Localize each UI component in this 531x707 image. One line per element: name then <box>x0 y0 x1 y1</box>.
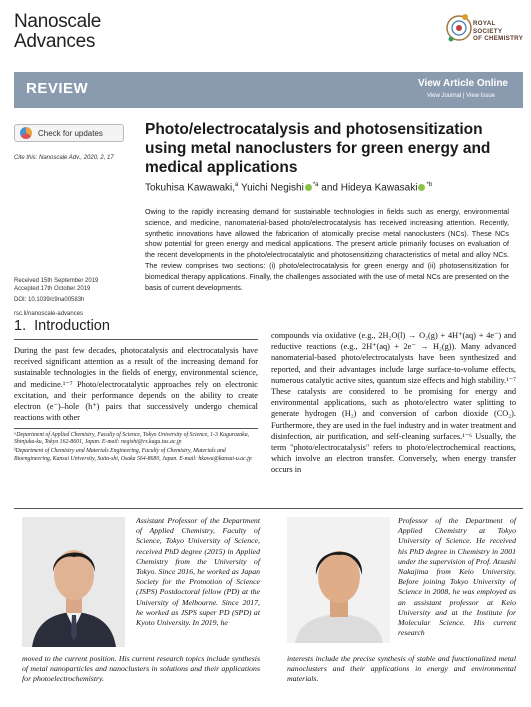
journal-title-line1: Nanoscale <box>14 11 102 32</box>
rsc-logo-text <box>473 20 525 43</box>
accepted-date: Accepted 17th October 2019 <box>14 286 91 292</box>
check-for-updates-button[interactable] <box>14 124 124 142</box>
author-name[interactable]: and Hideya Kawasaki <box>321 182 418 194</box>
journal-title-line2: Advances <box>14 31 96 52</box>
divider <box>14 339 258 340</box>
author-name[interactable]: Yuichi Negishi <box>241 182 304 194</box>
view-journal-issue-links[interactable]: View Journal | View Issue <box>426 93 495 99</box>
rsc-logo <box>445 8 525 60</box>
abstract: Owing to the rapidly increasing demand for sustainable technologies in fields such as energy, environmental science, and medicine, nanomaterial-based photo/electrocatalysis has received increasing attention. Recently, synthetic innovations have allowed the fabrication of atomically precise metal nanoclusters (NCs). These NCs show potential for green energy and medical applications. The present article primarily focuses on evaluation of the recent developments in the photo/electrocatalytic and photosensitizing characteristics of metal and alloy NCs. The review comprises two sections: (i) photo/electrocatalysis for green energy and (ii) photosensitization for biomedical therapy applications. Finally, the challenges associated with the use of metal NCs are presented on the basis of current developments. <box>145 207 509 292</box>
author-affiliation-mark: a <box>235 182 239 188</box>
section-number: 1. <box>14 318 27 334</box>
affiliation-b: ᵇDepartment of Chemistry and Materials Engineering, Faculty of Chemistry, Materials and Bioengineering, Kansai University, Suita-shi, Osaka 564-8680, Japan. E-mail: hkawa@kansai-u.ac.jp <box>14 448 252 462</box>
portrait-image <box>287 517 390 643</box>
bio-negishi-side: Professor of the Department of Applied Chemistry at Tokyo University of Science. He received his PhD degree in Chemistry in 2001 under the supervision of Prof. Atsushi Nakajima from Keio University. Before joining Tokyo University of Science in 2008, he was employed as an assistant professor at Keio University and at the Institute for Molecular Science. His current research <box>398 516 516 638</box>
received-date: Received 15th September 2019 <box>14 278 99 284</box>
author-affiliation-mark: *a <box>312 182 319 188</box>
affiliations <box>14 432 258 463</box>
bio-kawawaki-bottom: moved to the current position. His current research topics include synthesis of metal nanoparticles and nanoclusters in solutions and their applications for photoelectrochemistry. <box>22 654 260 684</box>
crossmark-icon <box>20 127 32 139</box>
author-photo-negishi <box>287 517 390 643</box>
intro-paragraph-left: During the past few decades, photocatalysis and electrocatalysis have received significant attention as a result of the increasing demand for sustainable technologies in the fields of energy, environmental science, and medicine.¹⁻⁷ Photo/electrocatalytic approaches rely on electronic excitation, and their performance depends on the ability to create electron (e⁻)–hole (h⁺) pairs that successively undergo chemical reactions with other <box>14 346 258 423</box>
citation: Cite this: Nanoscale Adv., 2020, 2, 17 <box>14 155 114 161</box>
check-for-updates-label: Check for updates <box>38 128 103 138</box>
divider <box>14 428 258 429</box>
bio-negishi-bottom: interests include the precise synthesis of stable and functionalized metal nanoclusters and their applications in energy and environmental materials. <box>287 654 516 684</box>
portrait-image <box>22 517 125 647</box>
author-affiliation-mark: *b <box>426 182 433 188</box>
journal-title <box>14 12 101 52</box>
orcid-icon[interactable] <box>418 184 425 191</box>
intro-paragraph-right: compounds via oxidative (e.g., 2H₂O(l) → O₂(g) + 4H⁺(aq) + 4e⁻) and reductive reactions (e.g., 2H⁺(aq) + 2e⁻ → H₂(g)). Many advanced nanomaterial-based photo/electrocatalysts have been synthesized and reported, and their advantages include large surface-to-volume effects, numerous catalytic active sites, quantum size effects and high stability.¹⁻⁷ These catalysts are considered to be promising for energy and environmental applications, such as photo/electro water splitting to generate hydrogen (H₂) and conversion of carbon dioxide (CO₂). Furthermore, they are used in the fuel industry and in water treatment and disinfection, air purification, and self-cleaning surfaces.¹⁻⁶ Usually, the term "photo/electrocatalysis" refers to photo/electrochemical reactions, which involve an electron transfer. Conversely, when energy transfer occurs in <box>271 331 516 475</box>
view-article-online-link[interactable]: View Article Online <box>417 78 508 89</box>
rsc-crest-icon <box>445 8 473 48</box>
divider <box>14 508 523 509</box>
affiliation-a: ᵃDepartment of Applied Chemistry, Faculty of Science, Tokyo University of Science, 1-3 Kagurazaka, Shinjuku-ku, Tokyo 162-8601, Japan. E-mail: negishi@rs.kagu.tus.ac.jp <box>14 432 250 446</box>
article-type-label: REVIEW <box>26 80 89 97</box>
rsc-short-link[interactable]: rsc.li/nanoscale-advances <box>14 311 84 317</box>
author-name[interactable]: Tokuhisa Kawawaki, <box>145 182 236 194</box>
rsc-logo-line2: OF CHEMISTRY <box>473 35 524 42</box>
doi-link[interactable]: DOI: 10.1039/c9na00583h <box>14 297 85 303</box>
author-photo-kawawaki <box>22 517 125 647</box>
section-heading <box>14 318 110 334</box>
orcid-icon[interactable] <box>305 184 312 191</box>
article-title: Photo/electrocatalysis and photosensitization using metal nanoclusters for green energy and medical applications <box>145 121 491 176</box>
rsc-logo-line1: ROYAL SOCIETY <box>473 20 503 35</box>
bio-kawawaki-side: Assistant Professor of the Department of Applied Chemistry, Faculty of Science, Tokyo University of Science, received PhD degree (2015) in Applied Chemistry from the University of Tokyo. Since 2016, he worked as Japan Society for the Promotion of Science (JSPS) Postdoctoral fellow (PD) at the University of Melbourne. Since 2017, he worked as JSPS super PD (SPD) at Kyoto University. In 2019, he <box>136 516 260 628</box>
author-list <box>145 182 432 193</box>
section-title: Introduction <box>34 318 110 334</box>
